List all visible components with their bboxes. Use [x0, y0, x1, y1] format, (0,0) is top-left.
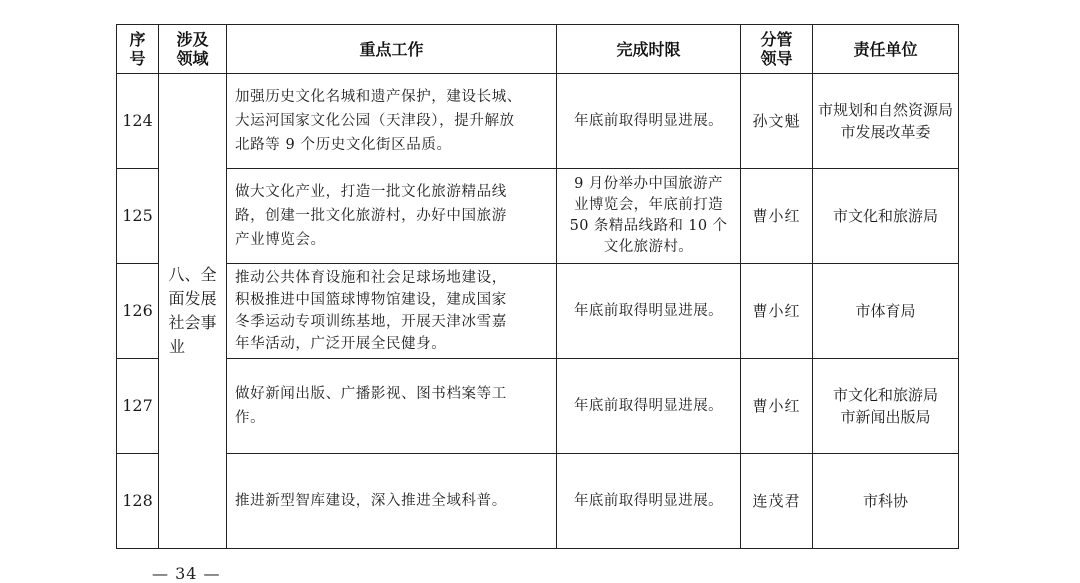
leader-cell: 曹小红: [741, 359, 813, 454]
header-no: 序 号: [117, 25, 159, 74]
table-row: [117, 359, 959, 454]
row-number: 126: [117, 264, 159, 359]
table-row: [117, 74, 959, 169]
table-row: [117, 264, 959, 359]
header-work: 重点工作: [227, 25, 557, 74]
work-cell: 加强历史文化名城和遗产保护，建设长城、 大运河国家文化公园（天津段），提升解放 北路等 9 个历史文化街区品质。: [227, 74, 557, 169]
table-row: [117, 454, 959, 549]
unit-cell: 市体育局: [813, 264, 959, 359]
unit-cell: 市文化和旅游局: [813, 169, 959, 264]
key-work-table: [116, 24, 959, 549]
unit-cell: 市规划和自然资源局 市发展改革委: [813, 74, 959, 169]
deadline-cell: 年底前取得明显进展。: [557, 74, 741, 169]
work-cell: 推动公共体育设施和社会足球场地建设， 积极推进中国篮球博物馆建设，建成国家 冬季运动专项训练基地，开展天津冰雪嘉 年华活动，广泛开展全民健身。: [227, 264, 557, 359]
leader-cell: 孙文魁: [741, 74, 813, 169]
work-cell: 做好新闻出版、广播影视、图书档案等工 作。: [227, 359, 557, 454]
deadline-cell: 9 月份举办中国旅游产 业博览会，年底前打造 50 条精品线路和 10 个 文化旅游村。: [557, 169, 741, 264]
header-area: 涉及 领域: [159, 25, 227, 74]
row-number: 124: [117, 74, 159, 169]
deadline-cell: 年底前取得明显进展。: [557, 264, 741, 359]
header-leader: 分管 领导: [741, 25, 813, 74]
deadline-cell: 年底前取得明显进展。: [557, 359, 741, 454]
table-header-row: [117, 25, 959, 74]
row-number: 128: [117, 454, 159, 549]
row-number: 127: [117, 359, 159, 454]
header-deadline: 完成时限: [557, 25, 741, 74]
area-cell: 八、全 面发展 社会事 业: [159, 74, 227, 549]
header-unit: 责任单位: [813, 25, 959, 74]
leader-cell: 曹小红: [741, 169, 813, 264]
leader-cell: 连茂君: [741, 454, 813, 549]
unit-cell: 市文化和旅游局 市新闻出版局: [813, 359, 959, 454]
deadline-cell: 年底前取得明显进展。: [557, 454, 741, 549]
unit-cell: 市科协: [813, 454, 959, 549]
work-cell: 做大文化产业，打造一批文化旅游精品线 路，创建一批文化旅游村，办好中国旅游 产业博览会。: [227, 169, 557, 264]
leader-cell: 曹小红: [741, 264, 813, 359]
page-number: — 34 —: [152, 564, 221, 583]
row-number: 125: [117, 169, 159, 264]
table-row: [117, 169, 959, 264]
work-cell: 推进新型智库建设，深入推进全域科普。: [227, 454, 557, 549]
